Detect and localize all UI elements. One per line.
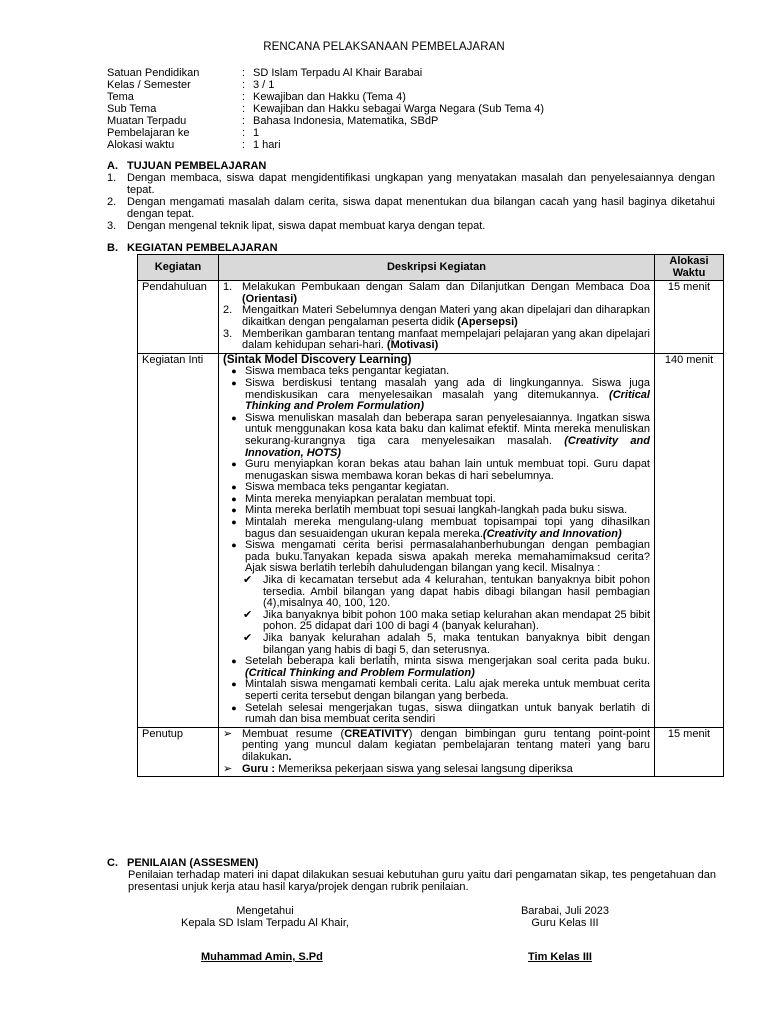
item-text: Minta mereka berlatih membuat topi sesuai langkah-langkah pada buku siswa.	[245, 504, 628, 517]
item-tag: (Motivasi)	[386, 339, 439, 352]
item-number: 1.	[223, 281, 233, 294]
identity-colon: :	[242, 127, 246, 139]
bullet-icon: ●	[231, 517, 237, 528]
identity-row	[107, 67, 544, 79]
bullet-icon: ●	[231, 482, 237, 493]
item-text: Memberikan gambaran tentang manfaat mempelajari pelajaran yang akan dipelajari dalam kehidupan sehari-hari.	[242, 327, 650, 352]
list-item	[223, 633, 650, 656]
item-text: Siswa menuliskan masalah dan beberapa saran penyelesaiannya. Ingatkan siswa untuk menggunakan kosa kata baku dan kalimat efektif. Minta mereka menuliskan sekurang-kurangnya tiga cara menyelesaikan masalah.	[245, 411, 650, 447]
list-item	[223, 764, 650, 776]
col-header-time: Alokasi Waktu	[655, 255, 724, 281]
item-text: Dengan membaca, siswa dapat mengidentifikasi ungkapan yang menyatakan masalah dan penyelesaiannya dengan tepat.	[127, 172, 715, 196]
section-c-heading	[107, 857, 258, 869]
bullet-icon: ●	[231, 656, 237, 667]
identity-colon: :	[242, 79, 246, 91]
item-text: ) dengan bimbingan guru tentang point-point penting yang muncul dalam kegiatan pembelajaran tentang materi yang baru dilakukan	[242, 727, 650, 763]
item-text: Setelah selesai mengerjakan tugas, siswa diingatkan untuk banyak berlatih di rumah dan bisa membuat cerita sendiri	[245, 701, 650, 726]
item-text: Jika banyak kelurahan adalah 5, maka tentukan banyaknya bibit dengan bilangan yang habis di bagi 5, dan seterusnya.	[263, 632, 650, 656]
identity-value: 1	[253, 127, 260, 139]
list-item	[107, 172, 715, 196]
item-text: Guru menyiapkan koran bekas atau bahan lain untuk membuat topi. Guru dapat menugaskan siswa membawa koran bekas di hari sebelumnya.	[245, 458, 650, 482]
signature-role: Guru Kelas III	[531, 917, 599, 929]
item-punct: .	[288, 750, 292, 763]
item-tag: CREATIVITY	[344, 727, 409, 740]
model-heading: (Sintak Model Discovery Learning)	[223, 353, 412, 366]
item-number: 2.	[107, 196, 117, 208]
identity-colon: :	[242, 91, 246, 103]
col-header-activity: Kegiatan	[138, 255, 219, 281]
signatory-name-left: Muhammad Amin, S.Pd	[201, 951, 323, 963]
bullet-icon: ●	[231, 493, 237, 504]
identity-key: Kelas / Semester	[107, 79, 191, 91]
list-item	[107, 220, 715, 232]
item-tag: (Creativity and Innovation, HOTS)	[245, 434, 650, 459]
item-tag: (Apersepsi)	[457, 315, 518, 328]
signature-caption: Mengetahui	[236, 905, 294, 917]
item-text: Siswa membaca teks pengantar kegiatan.	[245, 365, 450, 378]
identity-block	[107, 67, 544, 151]
section-title: PENILAIAN (ASSESMEN)	[127, 857, 259, 869]
list-item	[223, 656, 650, 679]
identity-key: Tema	[107, 91, 134, 103]
checkmark-icon: ✔	[243, 574, 253, 587]
signature-right	[490, 905, 640, 929]
identity-key: Pembelajaran ke	[107, 127, 190, 139]
col-header-description: Deskripsi Kegiatan	[219, 255, 655, 281]
item-number: 1.	[107, 172, 117, 184]
item-text: Siswa berdiskusi tentang masalah yang ada di lingkungannya. Siswa juga mendiskusikan cara menyelesaikan masalah yang ditemukannya.	[245, 376, 650, 401]
identity-row	[107, 91, 544, 103]
item-number: 3.	[107, 220, 117, 232]
section-number: A.	[107, 160, 118, 172]
activity-table	[137, 254, 724, 777]
identity-colon: :	[242, 67, 246, 79]
bullet-icon: ●	[231, 505, 237, 516]
item-text: Dengan mengenal teknik lipat, siswa dapat membuat karya dengan tepat.	[127, 220, 486, 232]
bullet-icon: ●	[231, 702, 237, 713]
checkmark-icon: ✔	[243, 632, 253, 644]
list-item	[107, 196, 715, 220]
section-b-heading	[107, 242, 278, 254]
section-number: C.	[107, 857, 118, 869]
identity-row	[107, 115, 544, 127]
bullet-icon: ●	[231, 459, 237, 470]
row-label-inti: Kegiatan Inti	[138, 353, 219, 727]
item-text: Dengan mengamati masalah dalam cerita, siswa dapat menentukan dua bilangan cacah yang hasil baginya diketahui dengan tepat.	[127, 196, 715, 220]
row-description	[219, 727, 655, 776]
identity-value: Kewajiban dan Hakku (Tema 4)	[253, 91, 406, 103]
list-item	[223, 679, 650, 702]
row-duration: 15 menit	[655, 281, 724, 354]
identity-row	[107, 79, 544, 91]
item-text: Melakukan Pembukaan dengan Salam dan Dilanjutkan Dengan Membaca Doa	[242, 281, 650, 294]
list-item	[223, 540, 650, 575]
item-text: Jika banyaknya bibit pohon 100 maka setiap kelurahan akan mendapat 25 bibit pohon. 25 didapat dari 100 di bagi 4 (banyak kelurahan).	[263, 608, 650, 633]
row-label-penutup: Penutup	[138, 727, 219, 776]
identity-key: Sub Tema	[107, 103, 157, 115]
item-text: Membuat resume (	[242, 727, 345, 740]
item-tag: Guru :	[242, 762, 279, 775]
list-item	[223, 459, 650, 482]
row-duration: 140 menit	[655, 353, 724, 727]
item-tag: (Creativity and Innovation)	[482, 527, 622, 540]
item-text: Memeriksa pekerjaan siswa yang selesai langsung diperiksa	[278, 762, 573, 775]
identity-row	[107, 139, 544, 151]
table-row	[138, 281, 724, 354]
signatory-name-right: Tim Kelas III	[528, 951, 592, 963]
table-row	[138, 353, 724, 727]
identity-row	[107, 103, 544, 115]
list-item	[223, 413, 650, 459]
row-description	[219, 281, 655, 354]
identity-colon: :	[242, 115, 246, 127]
section-number: B.	[107, 242, 118, 254]
row-description	[219, 353, 655, 727]
list-item	[223, 729, 650, 764]
identity-value: 3 / 1	[253, 79, 275, 91]
list-item	[223, 378, 650, 413]
checkmark-icon: ✔	[243, 608, 253, 621]
section-title: TUJUAN PEMBELAJARAN	[127, 160, 267, 172]
identity-key: Satuan Pendidikan	[107, 67, 200, 79]
identity-value: 1 hari	[253, 139, 281, 151]
list-item	[223, 703, 650, 726]
identity-value: Kewajiban dan Hakku sebagai Warga Negara (Sub Tema 4)	[253, 103, 545, 115]
identity-key: Alokasi waktu	[107, 139, 175, 151]
document-title: RENCANA PELAKSANAAN PEMBELAJARAN	[263, 41, 505, 53]
bullet-icon: ●	[231, 377, 237, 388]
identity-colon: :	[242, 103, 246, 115]
bullet-icon: ●	[231, 412, 237, 423]
identity-colon: :	[242, 139, 246, 151]
identity-row	[107, 127, 544, 139]
row-label-pendahuluan: Pendahuluan	[138, 281, 219, 354]
arrow-bullet-icon: ➢	[223, 727, 233, 740]
bullet-icon: ●	[231, 540, 237, 551]
identity-value: SD Islam Terpadu Al Khair Barabai	[253, 67, 423, 79]
row-duration: 15 menit	[655, 727, 724, 776]
section-a-heading	[107, 160, 266, 172]
objectives-list	[107, 172, 715, 232]
assessment-text: Penilaian terhadap materi ini dapat dilakukan sesuai kebutuhan guru yaitu dari pengamatan sikap, tes pengetahuan dan presentasi unjuk kerja atau hasil karya/projek dengan rubrik penilaian.	[128, 869, 716, 893]
identity-value: Bahasa Indonesia, Matematika, SBdP	[253, 115, 439, 127]
table-header-row	[138, 255, 724, 281]
table-row	[138, 727, 724, 776]
item-text: Setelah beberapa kali berlatih, minta siswa mengerjakan soal cerita pada buku.	[245, 655, 650, 668]
arrow-bullet-icon: ➢	[223, 762, 233, 775]
item-number: 3.	[223, 327, 233, 340]
item-tag: (Critical Thinking and Prolem Formulation)	[245, 388, 650, 413]
list-item	[223, 610, 650, 633]
signature-date: Barabai, Juli 2023	[520, 905, 610, 917]
item-tag: (Critical Thinking and Problem Formulation)	[245, 666, 475, 679]
signature-left	[160, 905, 370, 929]
list-item	[223, 575, 650, 610]
item-text: Mintalah siswa mengamati kembali cerita. Lalu ajak mereka untuk membuat cerita seperti cerita tersebut dengan bilangan yang berbeda.	[245, 678, 650, 702]
section-title: KEGIATAN PEMBELAJARAN	[127, 242, 278, 254]
list-item	[223, 329, 650, 352]
item-text: Mengaitkan Materi Sebelumnya dengan Materi yang akan dipelajari dan diharapkan dikaitkan dengan pengalaman peserta didik	[242, 304, 650, 328]
item-tag: (Orientasi)	[242, 292, 298, 305]
list-item	[223, 305, 650, 328]
list-item	[223, 517, 650, 540]
identity-key: Muatan Terpadu	[107, 115, 187, 127]
bullet-icon: ●	[231, 366, 237, 377]
item-number: 2.	[223, 304, 233, 317]
list-item	[223, 282, 650, 305]
item-text: Siswa membaca teks pengantar kegiatan.	[245, 481, 450, 494]
item-text: Jika di kecamatan tersebut ada 4 kelurahan, tentukan banyaknya bibit pohon tersedia. Ambil bilangan yang dapat habis dibagi bilangan hasil pembagian (4),misalnya 40, 100, 120.	[263, 574, 650, 610]
bullet-icon: ●	[231, 679, 237, 690]
item-text: Siswa mengamati cerita berisi permasalahanberhubungan dengan pembagian pada buku.Tanyakan kepada siswa apakah mereka memahamimaksud cerita? Ajak siswa berlatih terlebih dahuludengan bilangan yang kecil. Misalnya :	[245, 539, 650, 575]
item-text: Minta mereka menyiapkan peralatan membuat topi.	[245, 492, 496, 505]
signature-role: Kepala SD Islam Terpadu Al Khair,	[181, 917, 349, 929]
item-text: Mintalah mereka mengulang-ulang membuat topisampai topi yang dihasilkan bagus dan sesuaidengan ukuran kepala mereka.	[245, 516, 650, 540]
